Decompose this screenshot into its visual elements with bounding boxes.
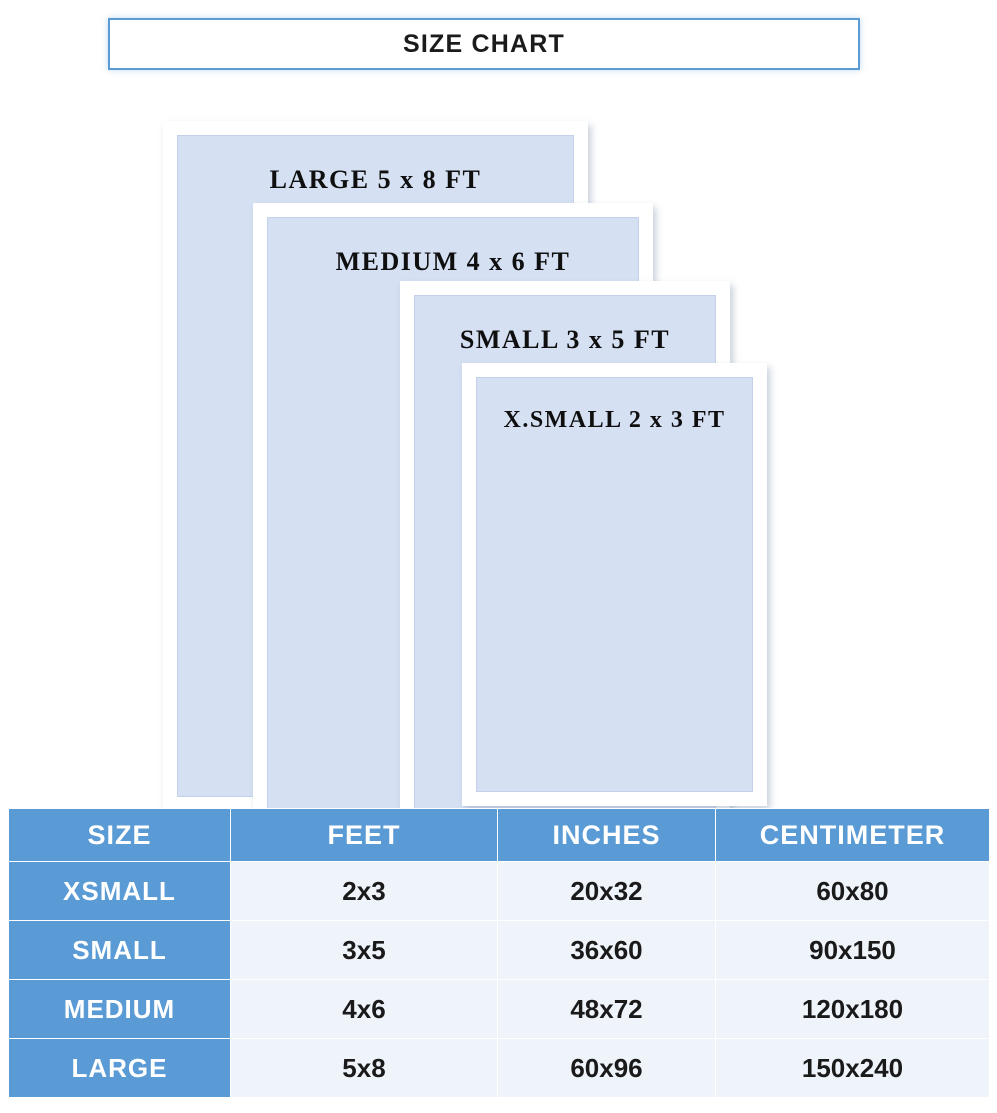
- size-table: [8, 808, 990, 1098]
- table-row: [9, 1039, 990, 1098]
- cell-inches-xsmall: 20x32: [498, 862, 716, 921]
- cell-size-xsmall: XSMALL: [9, 862, 231, 921]
- cell-centimeter-small: 90x150: [716, 921, 990, 980]
- cell-feet-xsmall: 2x3: [231, 862, 498, 921]
- cell-size-small: SMALL: [9, 921, 231, 980]
- cell-inches-large: 60x96: [498, 1039, 716, 1098]
- size-chart-title-bar: [108, 18, 860, 70]
- cell-inches-medium: 48x72: [498, 980, 716, 1039]
- table-header-row: [9, 809, 990, 862]
- cell-feet-large: 5x8: [231, 1039, 498, 1098]
- poster-xsmall-label: X.SMALL 2 x 3 FT: [503, 407, 726, 433]
- cell-centimeter-xsmall: 60x80: [716, 862, 990, 921]
- cell-size-large: LARGE: [9, 1039, 231, 1098]
- cell-centimeter-medium: 120x180: [716, 980, 990, 1039]
- cell-feet-small: 3x5: [231, 921, 498, 980]
- column-header-feet: FEET: [231, 809, 498, 862]
- cell-inches-small: 36x60: [498, 921, 716, 980]
- poster-large-label: LARGE 5 x 8 FT: [269, 165, 482, 194]
- table-row: [9, 980, 990, 1039]
- cell-centimeter-large: 150x240: [716, 1039, 990, 1098]
- table-row: [9, 862, 990, 921]
- table-row: [9, 921, 990, 980]
- column-header-size: SIZE: [9, 809, 231, 862]
- column-header-centimeter: CENTIMETER: [716, 809, 990, 862]
- cell-size-medium: MEDIUM: [9, 980, 231, 1039]
- poster-xsmall: [462, 363, 767, 806]
- cell-feet-medium: 4x6: [231, 980, 498, 1039]
- page-title: SIZE CHART: [403, 29, 565, 58]
- poster-small-label: SMALL 3 x 5 FT: [459, 325, 671, 354]
- column-header-inches: INCHES: [498, 809, 716, 862]
- poster-size-illustration: [0, 85, 997, 805]
- poster-medium-label: MEDIUM 4 x 6 FT: [335, 247, 571, 276]
- poster-xsmall-fill: [476, 377, 753, 792]
